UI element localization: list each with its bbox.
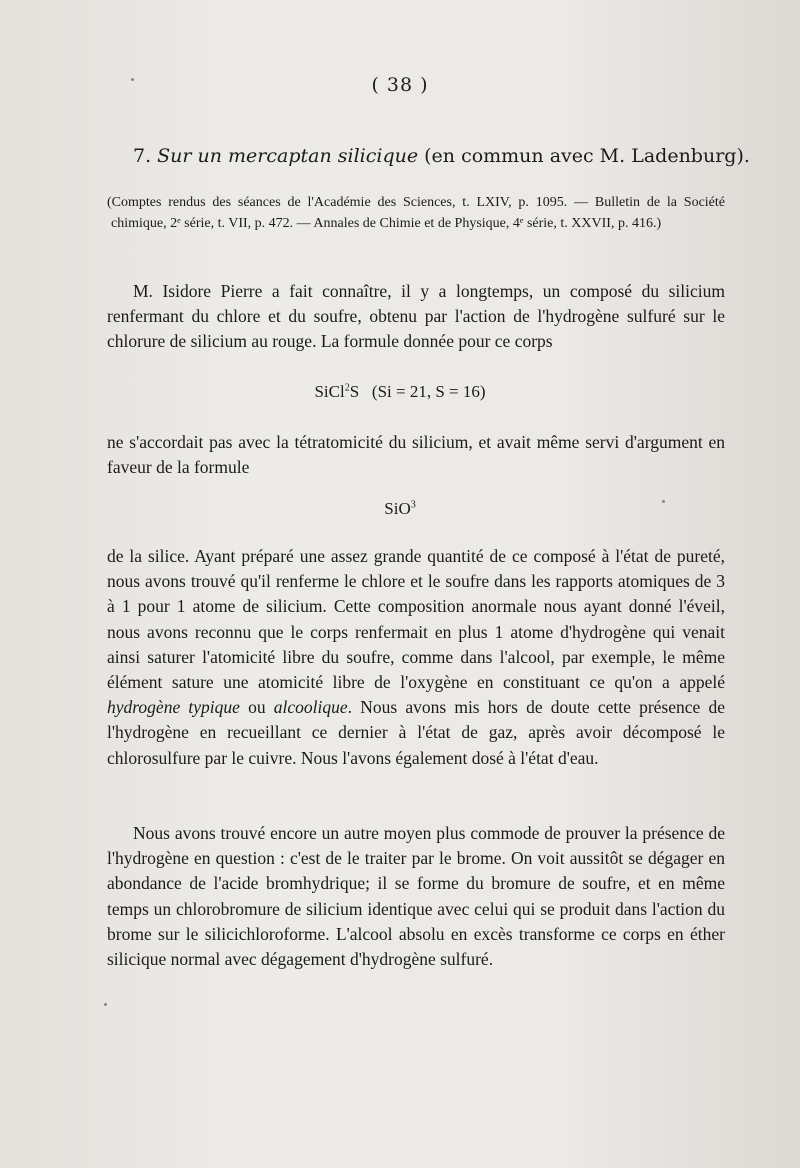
paragraph-4: Nous avons trouvé encore un autre moyen plus commode de prouver la présence de l'hydrogène en question : c'est de le traiter par le brome. On voit aussitôt se dégager en abondance de l'acide bromhydrique; il se forme du bromure de soufre, et en même temps un chlorobromure de silicium identique avec celui qui se produit dans l'action du brome sur le silicichloroforme. L'alcool absolu en excès transforme ce corps en éther silicique normal avec dégagement d'hydrogène sulfuré. <box>107 823 725 970</box>
paragraph-2: ne s'accordait pas avec la tétratomicité du silicium, et avait même servi d'argument en faveur de la formule <box>107 432 725 478</box>
section-heading <box>133 145 750 167</box>
bibliographic-references <box>107 192 725 234</box>
paragraph-3-part-1: de la silice. Ayant préparé une assez grande quantité de ce composé à l'état de pureté, nous avons trouvé qu'il renferme le chlore et le soufre dans les rapports atomiques de 3 à 1 pour 1 atome de silicium. Cette composition anormale nous ayant donné l'éveil, nous avons reconnu que le corps renfermait en plus 1 atome d'hydrogène qui venait ainsi saturer l'atomicité libre du soufre, comme dans l'alcool, par exemple, le même élément sature une atomicité libre de l'oxygène en constituant ce qu'on a appelé <box>107 546 725 693</box>
paragraph-4-block <box>107 821 725 972</box>
paper-speck <box>662 500 665 503</box>
paragraph-3-italic-2: alcoolique <box>273 697 348 718</box>
references-text: (Comptes rendus des séances de l'Académie des Sciences, t. LXIV, p. 1095. — Bulletin de la Société chimique, 2ᵉ série, t. VII, p. 472. — Annales de Chimie et de Physique, 4ᵉ série, t. XXVII, p. 416.) <box>107 195 725 231</box>
paragraph-3-block <box>107 544 725 771</box>
paragraph-3-italic-1: hydrogène typique <box>107 697 240 718</box>
paragraph-3-part-3: . Nous avons mis hors de doute cette présence de l'hydrogène en recueillant ce dernier à l'état de gaz, après avoir décomposé le chlorosulfure par le cuivre. Nous l'avons également dosé à l'état d'eau. <box>107 697 725 768</box>
formula-1-sup: 2 <box>344 382 350 394</box>
formula-sicl2s <box>0 382 800 402</box>
page-number: ( 38 ) <box>371 74 429 96</box>
section-title-italic: Sur un mercaptan silicique <box>157 145 419 167</box>
paragraph-3-part-2: ou <box>239 697 274 718</box>
formula-2-sup: 3 <box>410 499 416 511</box>
formula-2-main: SiO <box>384 499 411 518</box>
paragraph-3 <box>107 544 725 771</box>
section-title-rest: (en commun avec M. Ladenburg). <box>418 145 750 167</box>
paper-speck <box>131 78 134 81</box>
paragraph-1: M. Isidore Pierre a fait connaître, il y a longtemps, un composé du silicium renfermant du chlore et du soufre, obtenu par l'action de l'hydrogène sulfuré sur le chlorure de silicium au rouge. La formule donnée pour ce corps <box>107 281 725 352</box>
formula-1-tail: S <box>349 382 360 401</box>
formula-1-main: SiCl <box>314 382 345 401</box>
section-number: 7. <box>133 145 152 167</box>
formula-1-values: (Si = 21, S = 16) <box>371 382 486 401</box>
paper-speck <box>104 1003 107 1006</box>
formula-sio3 <box>0 499 800 519</box>
paragraph-1-block <box>107 279 725 355</box>
paragraph-2-block <box>107 430 725 480</box>
